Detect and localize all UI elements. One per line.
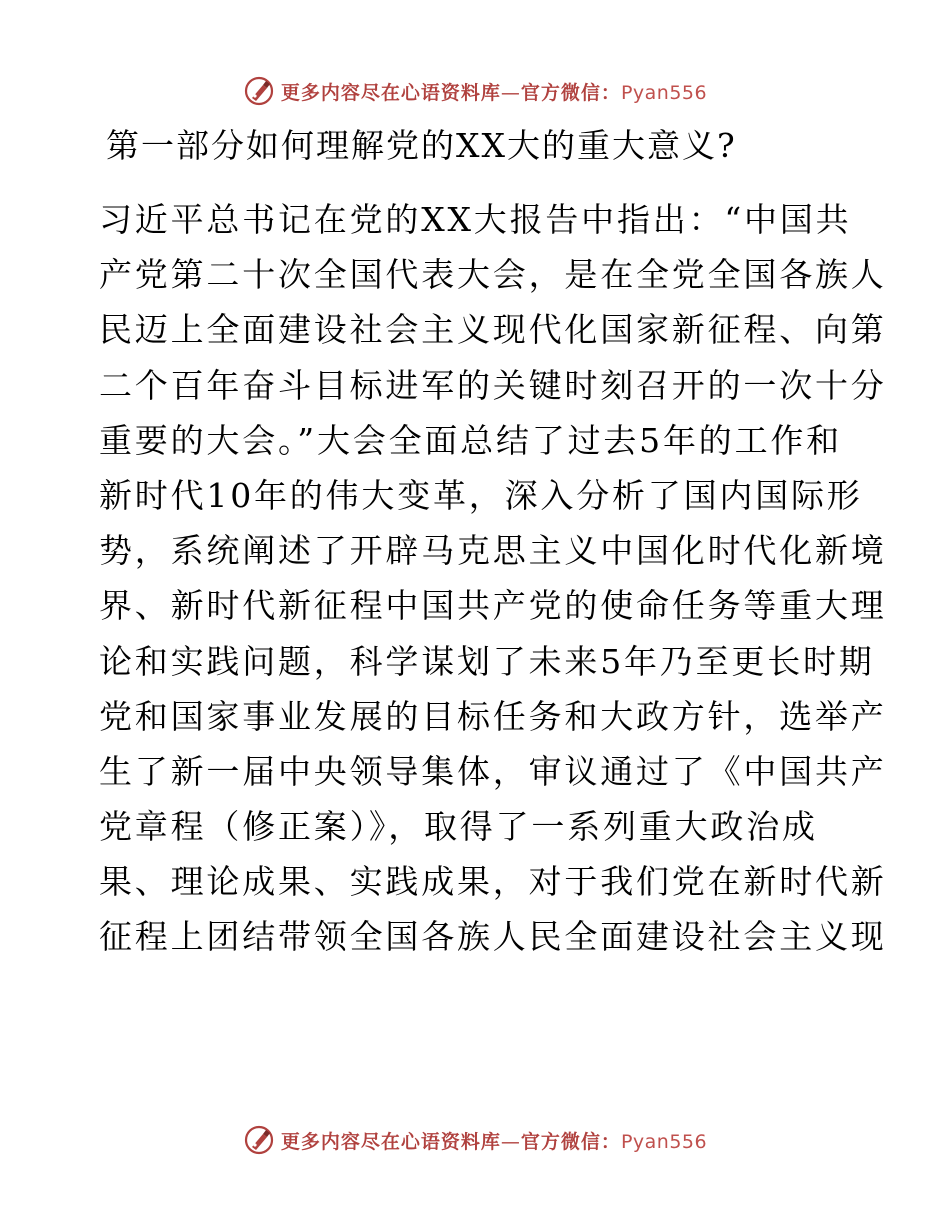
watermark-dash: — <box>500 81 521 104</box>
text-line: 习近平总书记在党的XX大报告中指出：“中国共 <box>99 200 852 239</box>
header-watermark <box>0 71 950 111</box>
watermark-dash: — <box>500 1130 521 1153</box>
text-line: 征程上团结带领全国各族人民全面建设社会主义现 <box>99 917 887 957</box>
watermark-text <box>281 1127 707 1154</box>
footer-watermark <box>0 1120 950 1160</box>
text-line: 重要的大会。”大会全面总结了过去5年的工作和 <box>99 420 842 460</box>
text-line: 产党第二十次全国代表大会，是在全党全国各族人 <box>99 255 887 295</box>
watermark-brand: 更多内容尽在心语资料库 <box>280 81 501 104</box>
text-line: 界、新时代新征程中国共产党的使命任务等重大理 <box>99 586 887 626</box>
text-line: 势，系统阐述了开辟马克思主义中国化时代化新境 <box>99 531 887 571</box>
pen-nib-logo-icon <box>243 1124 275 1156</box>
text-line: 党章程（修正案）》，取得了一系列重大政治成 <box>99 807 818 847</box>
page-title: 第一部分如何理解党的XX大的重大意义? <box>106 126 737 165</box>
watermark-wechat-id: Pyan556 <box>620 81 708 104</box>
text-line: 二个百年奋斗目标进军的关键时刻召开的一次十分 <box>99 365 887 405</box>
watermark-wechat-id: Pyan556 <box>620 1130 708 1153</box>
watermark-wechat-label: 官方微信： <box>520 81 621 104</box>
text-line: 果、理论成果、实践成果，对于我们党在新时代新 <box>99 862 887 902</box>
text-line: 民迈上全面建设社会主义现代化国家新征程、向第 <box>99 310 887 350</box>
watermark-wechat-label: 官方微信： <box>520 1130 621 1153</box>
text-line: 生了新一届中央领导集体，审议通过了《中国共产 <box>99 751 887 791</box>
watermark-brand: 更多内容尽在心语资料库 <box>280 1130 501 1153</box>
text-line: 论和实践问题，科学谋划了未来5年乃至更长时期 <box>99 641 875 681</box>
watermark-text <box>281 78 707 105</box>
text-line: 党和国家事业发展的目标任务和大政方针，选举产 <box>99 696 887 736</box>
text-line: 新时代10年的伟大变革，深入分析了国内国际形 <box>99 475 863 515</box>
body-paragraph <box>99 192 887 965</box>
pen-nib-logo-icon <box>243 75 275 107</box>
